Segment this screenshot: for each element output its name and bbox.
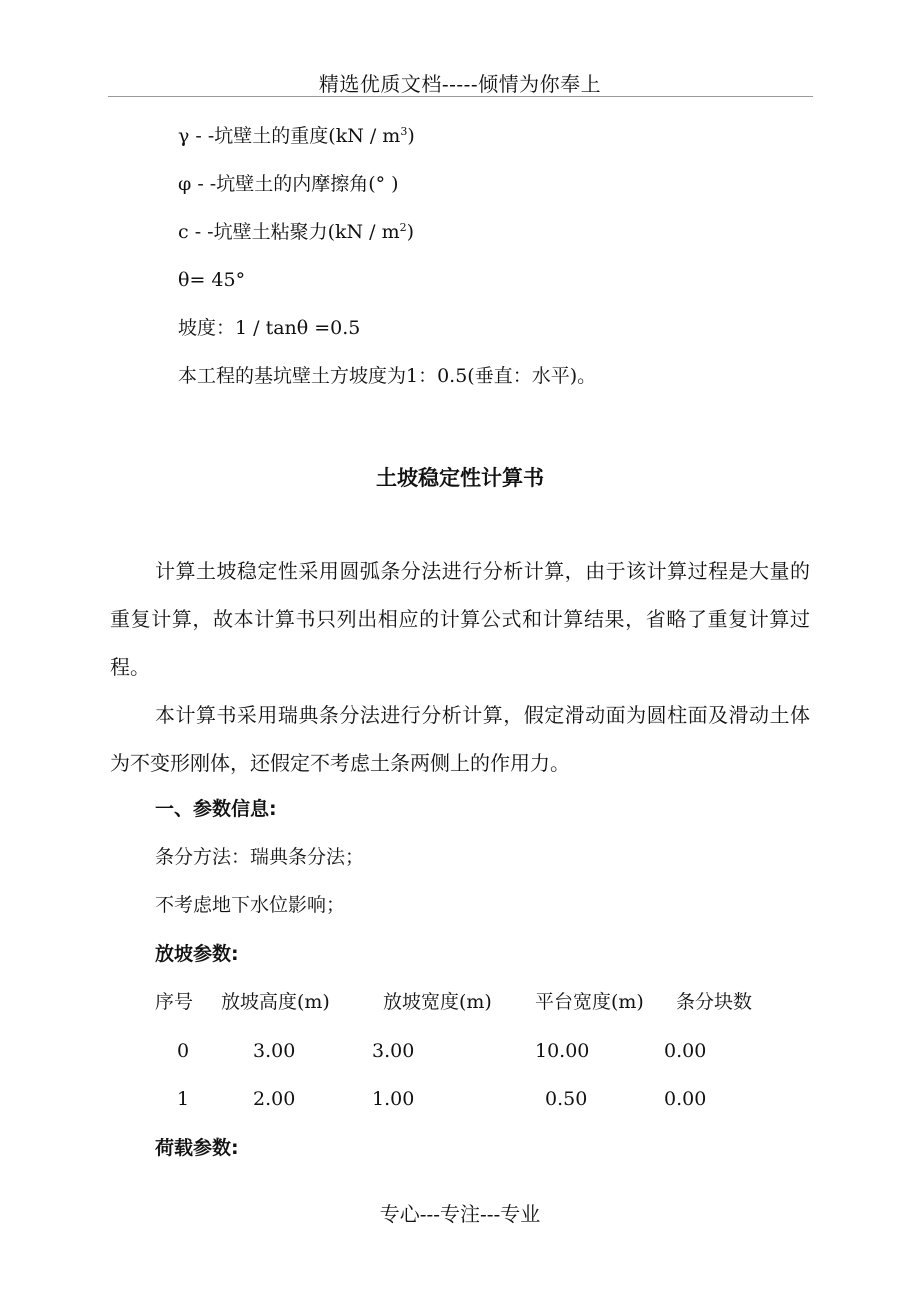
definition-phi [178,175,399,194]
definition-gamma [178,127,415,146]
slope-params-heading: 放坡参数: [155,943,239,965]
symbol-phi: φ [178,173,192,195]
table-cell: 0.00 [664,1088,707,1110]
definition-c-text: - -坑壁土粘聚力(kN / m [188,221,400,243]
page-footer: 专心---专注---专业 [379,1202,541,1226]
symbol-gamma: γ [178,125,190,147]
table-cell: 3.00 [372,1040,415,1062]
table-cell: 1 [177,1088,190,1110]
table-cell: 1.00 [372,1088,415,1110]
params-method: 条分方法：瑞典条分法； [155,846,365,868]
section-title: 土坡稳定性计算书 [376,466,544,490]
table-cell: 3.00 [253,1040,296,1062]
theta-line: θ= 45° [178,269,246,291]
page-header: 精选优质文档-----倾情为你奉上 [318,72,602,96]
table-cell: 0.00 [664,1040,707,1062]
table-header-cell: 平台宽度(m) [535,991,644,1013]
definition-c [178,223,414,242]
paragraph-method-intro: 计算土坡稳定性采用圆弧条分法进行分析计算，由于该计算过程是大量的重复计算，故本计算书只列出相应的计算公式和计算结果，省略了重复计算过程。 [110,559,810,679]
definition-phi-text: - -坑壁土的内摩擦角(° ) [191,173,399,195]
load-params-heading: 荷载参数: [155,1137,239,1159]
table-header-cell: 条分块数 [676,991,753,1013]
definition-c-end: ) [406,221,415,243]
table-cell: 10.00 [535,1040,590,1062]
definition-gamma-end: ) [407,125,415,147]
table-header-cell: 序号 [155,991,194,1013]
symbol-c: c [178,221,189,243]
definition-gamma-text: - -坑壁土的重度(kN / m [189,125,401,147]
paragraph-assumptions: 本计算书采用瑞典条分法进行分析计算，假定滑动面为圆柱面及滑动土体为不变形刚体，还假定不考虑土条两侧上的作用力。 [110,703,810,775]
table-cell: 2.00 [253,1088,296,1110]
header-divider [108,96,813,97]
table-header-cell: 放坡高度(m) [221,991,330,1013]
table-cell: 0.50 [545,1088,588,1110]
params-heading: 一、参数信息: [155,798,277,820]
superscript-2: 2 [399,221,407,234]
slope-ratio-line: 坡度：1 / tanθ =0.5 [178,317,361,339]
table-header-cell: 放坡宽度(m) [383,991,492,1013]
superscript-3: 3 [400,125,408,138]
params-water: 不考虑地下水位影响； [155,894,346,916]
table-cell: 0 [177,1040,190,1062]
conclusion-line: 本工程的基坑壁土方坡度为1：0.5(垂直：水平)。 [178,365,597,387]
